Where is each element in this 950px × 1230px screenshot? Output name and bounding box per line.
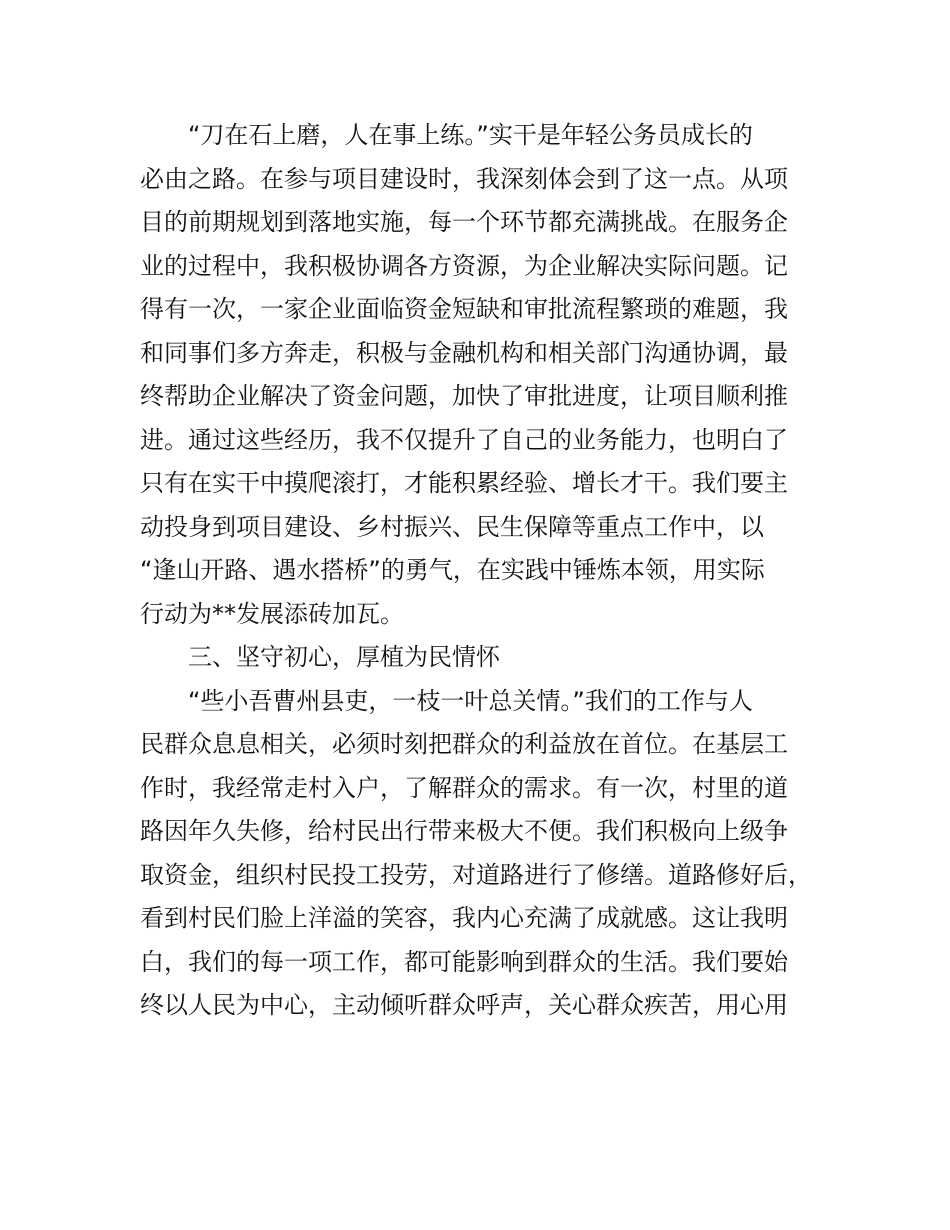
text-line: 民群众息息相关，必须时刻把群众的利益放在首位。在基层工 xyxy=(140,730,788,758)
text-line: 白，我们的每一项工作，都可能影响到群众的生活。我们要始 xyxy=(140,947,788,976)
text-line: 终帮助企业解决了资金问题，加快了审批进度，让项目顺利推 xyxy=(140,382,788,410)
paragraph-practice xyxy=(140,114,840,636)
text-line: 进。通过这些经历，我不仅提升了自己的业务能力，也明白了 xyxy=(140,425,788,454)
text-line: 必由之路。在参与项目建设时，我深刻体会到了这一点。从项 xyxy=(140,164,788,193)
text-line: 行动为**发展添砖加瓦。 xyxy=(140,599,404,628)
text-line: 作时，我经常走村入户，了解群众的需求。有一次，村里的道 xyxy=(140,773,788,802)
text-line: 动投身到项目建设、乡村振兴、民生保障等重点工作中，以 xyxy=(140,512,764,541)
text-line: 取资金，组织村民投工投劳，对道路进行了修缮。道路修好后， xyxy=(140,860,812,889)
section-heading: 三、坚守初心，厚植为民情怀 xyxy=(188,643,500,671)
text-line: “些小吾曹州县吏，一枝一叶总关情。”我们的工作与人 xyxy=(188,686,753,715)
text-line: 只有在实干中摸爬滚打，才能积累经验、增长才干。我们要主 xyxy=(140,469,788,497)
text-line: 目的前期规划到落地实施，每一个环节都充满挑战。在服务企 xyxy=(140,208,788,236)
paragraph-people xyxy=(140,680,840,1028)
text-line: 看到村民们脸上洋溢的笑容，我内心充满了成就感。这让我明 xyxy=(140,904,788,932)
document-body xyxy=(140,114,840,1028)
text-line: 和同事们多方奔走，积极与金融机构和相关部门沟通协调，最 xyxy=(140,338,788,367)
text-line: 业的过程中，我积极协调各方资源，为企业解决实际问题。记 xyxy=(140,251,788,280)
text-line: 得有一次，一家企业面临资金短缺和审批流程繁琐的难题，我 xyxy=(140,295,788,323)
text-line: “逢山开路、遇水搭桥”的勇气，在实践中锤炼本领，用实际 xyxy=(140,556,765,584)
text-line: 路因年久失修，给村民出行带来极大不便。我们积极向上级争 xyxy=(140,817,788,845)
text-line: “刀在石上磨，人在事上练。”实干是年轻公务员成长的 xyxy=(188,121,753,149)
text-line: 终以人民为中心，主动倾听群众呼声，关心群众疾苦，用心用 xyxy=(140,991,788,1019)
